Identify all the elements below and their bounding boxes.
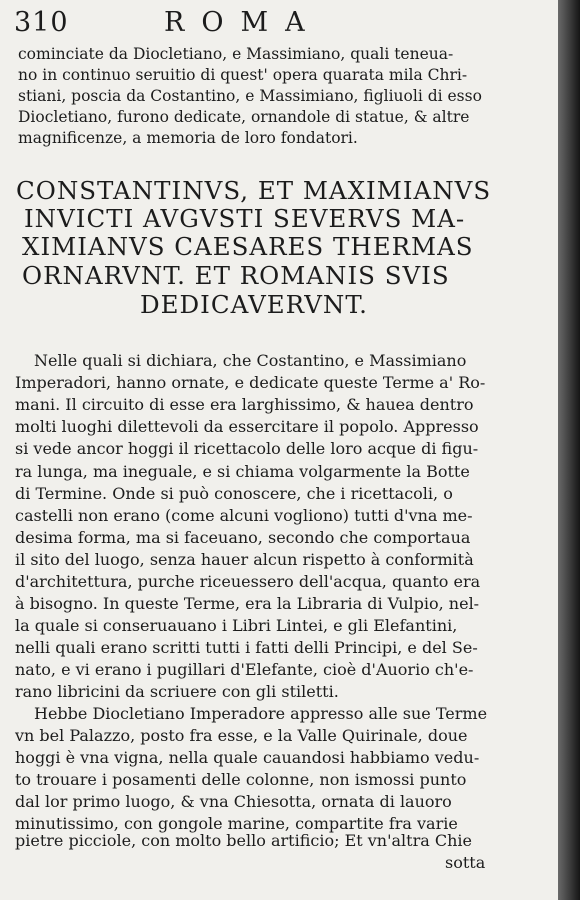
text-line: Imperadori, hanno ornate, e dedicate queste Terme a' Ro- xyxy=(15,373,486,392)
text-line: di Termine. Onde si può conoscere, che i ricettacoli, o xyxy=(15,484,453,503)
text-line: Nelle quali si dichiara, che Costantino, e Massimiano xyxy=(34,351,467,370)
text-line: nato, e vi erano i pugillari d'Elefante, cioè d'Auorio ch'e- xyxy=(15,660,474,679)
text-line: desima forma, ma si faceuano, secondo che comportaua xyxy=(15,528,471,547)
text-line: il sito del luogo, senza hauer alcun rispetto à conformità xyxy=(15,550,474,569)
text-line: castelli non erano (come alcuni vogliono) tutti d'vna me- xyxy=(15,506,473,525)
text-line: pietre picciole, con molto bello artificio; Et vn'altra Chie xyxy=(15,831,472,850)
text-line: la quale si conseruauano i Libri Lintei, e gli Elefantini, xyxy=(15,616,458,635)
text-line: vn bel Palazzo, posto fra esse, e la Valle Quirinale, doue xyxy=(15,726,468,745)
inscription-line: DEDICAVERVNT. xyxy=(140,290,368,319)
text-line: stiani, poscia da Costantino, e Massimiano, figliuoli di esso xyxy=(18,87,482,105)
text-line: nelli quali erano scritti tutti i fatti delli Principi, e del Se- xyxy=(15,638,478,657)
page-header xyxy=(14,6,534,40)
text-line: dal lor primo luogo, & vna Chiesotta, ornata di lauoro xyxy=(15,792,452,811)
inscription-line: CONSTANTINVS, ET MAXIMIANVS xyxy=(16,176,492,205)
page-number: 310 xyxy=(14,7,69,38)
text-line: rano libricini da scriuere con gli stiletti. xyxy=(15,682,339,701)
running-head: ROMA xyxy=(164,7,322,38)
page-edge-shadow xyxy=(558,0,580,900)
inscription-line: ORNARVNT. ET ROMANIS SVIS xyxy=(22,261,450,290)
catchword: sotta xyxy=(445,853,486,872)
text-line: no in continuo seruitio di quest' opera quarata mila Chri- xyxy=(18,66,468,84)
text-line: to trouare i posamenti delle colonne, non ismossi punto xyxy=(15,770,467,789)
text-line: cominciate da Diocletiano, e Massimiano, quali teneua- xyxy=(18,45,454,63)
inscription-line: XIMIANVS CAESARES THERMAS xyxy=(22,232,474,261)
text-line: d'architettura, purche riceuessero dell'acqua, quanto era xyxy=(15,572,481,591)
text-line: Diocletiano, furono dedicate, ornandole di statue, & altre xyxy=(18,108,470,126)
text-line: à bisogno. In queste Terme, era la Libraria di Vulpio, nel- xyxy=(15,594,480,613)
text-line: magnificenze, a memoria de loro fondatori. xyxy=(18,129,358,147)
text-line: mani. Il circuito di esse era larghissimo, & haueа dentro xyxy=(15,395,474,414)
inscription-line: INVICTI AVGVSTI SEVERVS MA- xyxy=(24,204,466,233)
text-line: ra lunga, ma ineguale, e si chiama volgarmente la Botte xyxy=(15,462,470,481)
text-line: molti luoghi dilettevoli da essercitare il popolo. Appresso xyxy=(15,417,479,436)
text-line: si vede ancor hoggi il ricettacolo delle loro acque di figu- xyxy=(15,439,479,458)
text-line: minutissimo, con gongole marine, compartite fra varie xyxy=(15,814,458,833)
text-line: hoggi è vna vigna, nella quale cauandosi habbiamo vedu- xyxy=(15,748,480,767)
text-line: Hebbe Diocletiano Imperadore appresso alle sue Terme xyxy=(34,704,488,723)
